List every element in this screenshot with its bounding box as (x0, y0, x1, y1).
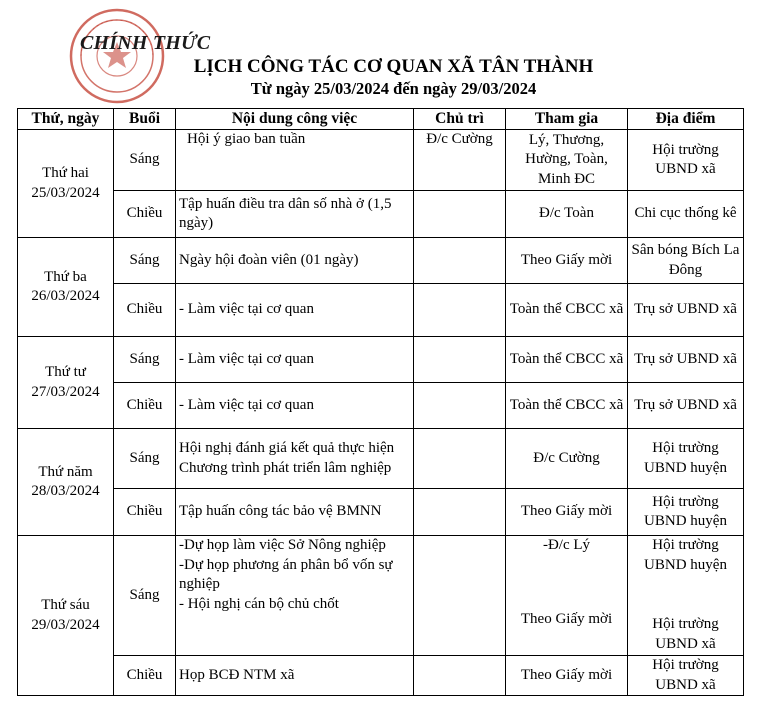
participants-cell: Đ/c Toàn (506, 191, 628, 238)
column-header-chair: Chủ trì (414, 109, 506, 130)
place-cell: Trụ sở UBND xã (628, 383, 744, 429)
place-cell: Hội trường UBND xã (628, 130, 744, 191)
content-cell (176, 383, 414, 429)
table-row (18, 130, 744, 191)
table-header-row (18, 109, 744, 130)
day-date: 26/03/2024 (31, 288, 100, 304)
column-header-day: Thứ, ngày (18, 109, 114, 130)
content-line: - Làm việc tại cơ quan (179, 301, 314, 318)
participants-cell: Toàn thể CBCC xã (506, 383, 628, 429)
chair-cell (414, 383, 506, 429)
content-line: - Hội nghị cán bộ chủ chốt (179, 595, 339, 612)
session-cell: Chiều (114, 284, 176, 337)
day-name: Thứ sáu (41, 597, 90, 613)
content-line: Ngày hội đoàn viên (01 ngày) (179, 251, 359, 268)
day-name: Thứ năm (38, 463, 93, 480)
content-cell (176, 536, 414, 656)
day-name: Thứ hai (42, 165, 89, 181)
place-cell: Hội trường UBND xã (628, 656, 744, 696)
column-header-session: Buổi (114, 109, 176, 130)
chair-cell (414, 191, 506, 238)
content-cell (176, 238, 414, 284)
content-line: Tập huấn điều tra dân số nhà ở (1,5 ngày) (179, 195, 392, 231)
chair-cell (414, 656, 506, 696)
column-header-participants: Tham gia (506, 109, 628, 130)
content-line: - Làm việc tại cơ quan (179, 350, 314, 367)
chair-cell (414, 536, 506, 656)
session-cell: Sáng (114, 429, 176, 489)
participants-cell (506, 536, 628, 656)
official-label: CHÍNH THỨC (80, 32, 211, 54)
session-cell: Sáng (114, 337, 176, 383)
content-cell (176, 489, 414, 536)
day-date: 28/03/2024 (31, 483, 100, 499)
place-cell: Trụ sở UBND xã (628, 284, 744, 337)
place-cell: Trụ sở UBND xã (628, 337, 744, 383)
participants-cell: Lý, Thương, Hường, Toàn, Minh ĐC (506, 130, 628, 191)
content-line: Tập huấn công tác bảo vệ BMNN (179, 503, 382, 520)
day-cell (18, 130, 114, 238)
participants-cell: Theo Giấy mời (506, 489, 628, 536)
participants-cell: Theo Giấy mời (506, 238, 628, 284)
content-line: Hội ý giao ban tuần (187, 131, 306, 147)
day-date: 25/03/2024 (31, 184, 100, 201)
table-row (18, 489, 744, 536)
day-cell (18, 429, 114, 536)
content-cell (176, 191, 414, 238)
session-cell: Sáng (114, 238, 176, 284)
session-cell: Sáng (114, 130, 176, 191)
session-cell: Chiều (114, 656, 176, 696)
table-row (18, 536, 744, 656)
participants-line: Theo Giấy mời (520, 610, 613, 627)
place-cell: Hội trường UBND huyện (628, 489, 744, 536)
chair-cell (414, 284, 506, 337)
place-cell (628, 536, 744, 656)
session-cell: Sáng (114, 536, 176, 656)
place-line: Hội trường UBND xã (652, 616, 719, 652)
column-header-content: Nội dung công việc (176, 109, 414, 130)
table-row (18, 656, 744, 696)
table-row (18, 429, 744, 489)
day-cell (18, 337, 114, 429)
table-row (18, 337, 744, 383)
day-name: Thứ tư (45, 364, 86, 380)
table-row (18, 284, 744, 337)
page-subtitle: Từ ngày 25/03/2024 đến ngày 29/03/2024 (250, 79, 537, 98)
place-cell: Sân bóng Bích La Đông (628, 238, 744, 284)
chair-cell (414, 238, 506, 284)
content-cell (176, 337, 414, 383)
participants-cell: Toàn thể CBCC xã (506, 337, 628, 383)
place-cell: Chi cục thống kê (628, 191, 744, 238)
session-cell: Chiều (114, 191, 176, 238)
content-cell (176, 130, 414, 191)
column-header-place: Địa điểm (628, 109, 744, 130)
content-line: -Dự họp làm việc Sở Nông nghiệp (179, 537, 386, 553)
page-title: LỊCH CÔNG TÁC CƠ QUAN XÃ TÂN THÀNH (193, 56, 594, 77)
chair-cell (414, 337, 506, 383)
chair-cell: Đ/c Cường (414, 130, 506, 191)
table-row (18, 191, 744, 238)
content-cell (176, 284, 414, 337)
day-cell (18, 238, 114, 337)
session-cell: Chiều (114, 383, 176, 429)
place-cell: Hội trường UBND huyện (628, 429, 744, 489)
day-date: 27/03/2024 (31, 383, 100, 400)
schedule-table (17, 108, 744, 696)
table-row (18, 238, 744, 284)
chair-cell (414, 429, 506, 489)
day-cell (18, 536, 114, 696)
chair-cell (414, 489, 506, 536)
participants-cell: Đ/c Cường (506, 429, 628, 489)
content-line: Hội nghị đánh giá kết quả thực hiện Chương trình phát triển lâm nghiệp (179, 440, 395, 476)
participants-cell: Theo Giấy mời (506, 656, 628, 696)
content-line: Họp BCĐ NTM xã (179, 666, 295, 683)
table-row (18, 383, 744, 429)
day-date: 29/03/2024 (31, 616, 100, 633)
participants-line: -Đ/c Lý (542, 537, 591, 553)
content-line: - Làm việc tại cơ quan (179, 396, 314, 413)
place-line: Hội trường UBND huyện (644, 537, 727, 573)
content-line: -Dự họp phương án phân bổ vốn sự nghiệp (179, 556, 393, 592)
content-cell (176, 656, 414, 696)
content-cell (176, 429, 414, 489)
participants-cell: Toàn thể CBCC xã (506, 284, 628, 337)
day-name: Thứ ba (44, 268, 87, 285)
session-cell: Chiều (114, 489, 176, 536)
